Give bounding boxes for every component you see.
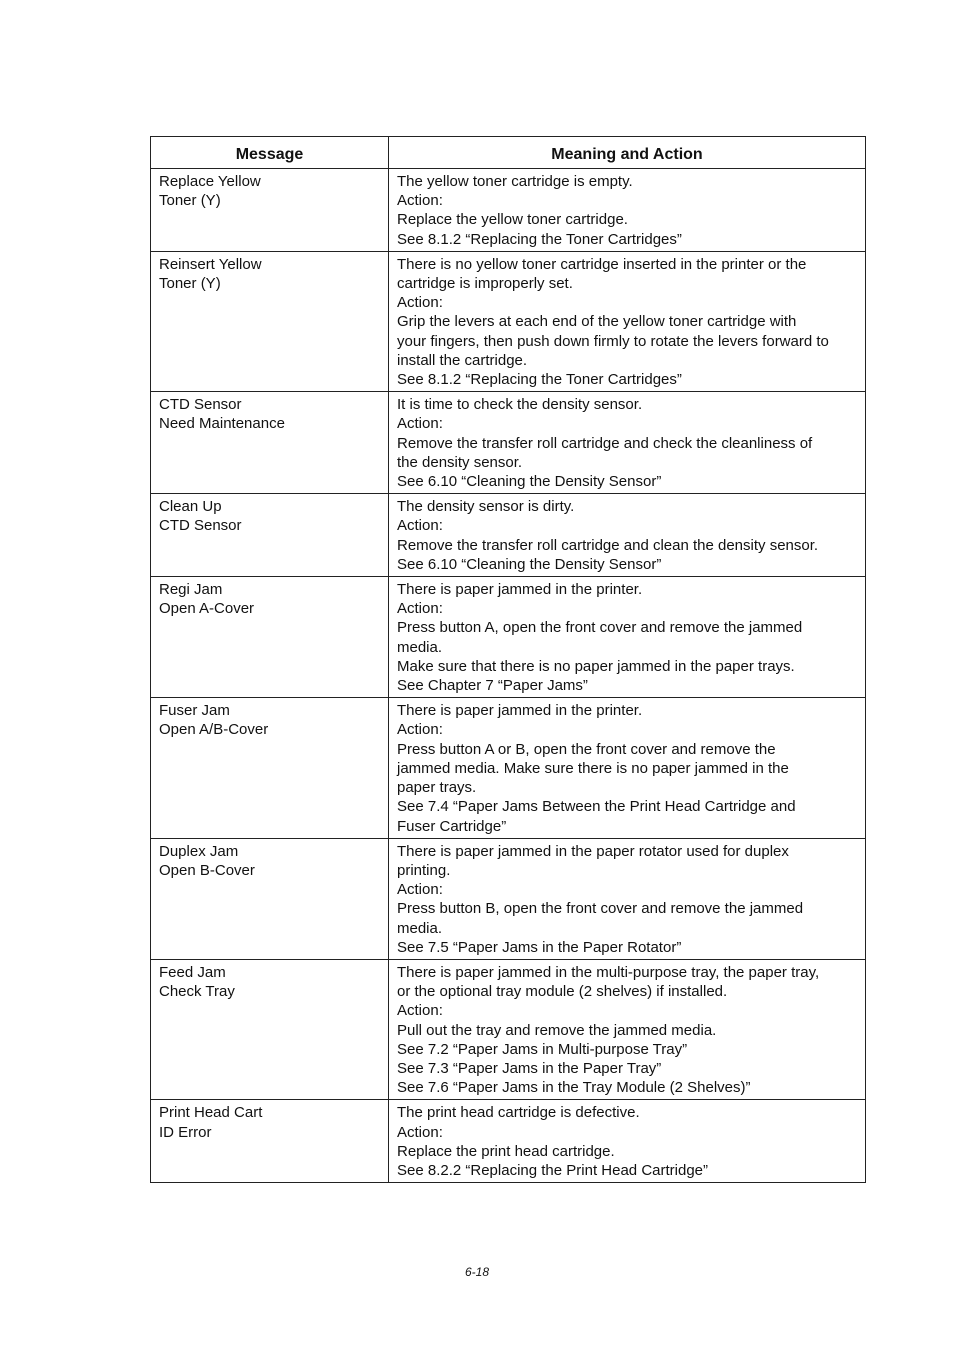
meaning-line: media. [397, 638, 443, 656]
meaning-cell [389, 959, 866, 1099]
message-line: Toner (Y) [159, 275, 221, 293]
meaning-cell [389, 838, 866, 959]
meaning-line: Action: [397, 1002, 443, 1020]
meaning-cell [389, 494, 866, 577]
table-row [151, 1100, 866, 1183]
meaning-cell [389, 577, 866, 698]
meaning-line: Make sure that there is no paper jammed in the paper trays. [397, 657, 795, 675]
message-line: Feed Jam [159, 963, 226, 981]
meaning-line: The yellow toner cartridge is empty. [397, 173, 633, 190]
meaning-line: The print head cartridge is defective. [397, 1104, 640, 1122]
message-cell [151, 1100, 389, 1183]
message-cell [151, 169, 389, 252]
meaning-line: printing. [397, 861, 451, 879]
message-line: Open A-Cover [159, 600, 255, 618]
meaning-line: Action: [397, 721, 443, 739]
meaning-line: There is paper jammed in the multi-purpose tray, the paper tray, [397, 963, 820, 981]
table-row [151, 392, 866, 494]
meaning-cell [389, 698, 866, 838]
message-line: Fuser Jam [159, 702, 230, 720]
meaning-line: There is paper jammed in the paper rotator used for duplex [397, 842, 789, 860]
meaning-line: Replace the print head cartridge. [397, 1142, 615, 1160]
header-message: Message [151, 137, 389, 169]
table-row [151, 577, 866, 698]
message-line: CTD Sensor [159, 517, 242, 535]
meaning-line: or the optional tray module (2 shelves) if installed. [397, 983, 728, 1001]
meaning-line: See Chapter 7 “Paper Jams” [397, 677, 588, 695]
message-line: Check Tray [159, 983, 235, 1001]
meaning-line: the density sensor. [397, 453, 523, 471]
meaning-line: media. [397, 919, 443, 937]
meaning-line: Pull out the tray and remove the jammed media. [397, 1021, 717, 1039]
message-line: Replace Yellow [159, 173, 261, 190]
table-row [151, 698, 866, 838]
meaning-line: Remove the transfer roll cartridge and clean the density sensor. [397, 536, 819, 554]
table-row [151, 494, 866, 577]
message-cell [151, 959, 389, 1099]
meaning-line: There is no yellow toner cartridge inserted in the printer or the [397, 255, 807, 273]
message-line: Print Head Cart [159, 1104, 263, 1122]
meaning-cell [389, 169, 866, 252]
meaning-line: The density sensor is dirty. [397, 498, 575, 516]
meaning-line: Action: [397, 517, 443, 535]
message-cell [151, 698, 389, 838]
message-cell [151, 392, 389, 494]
message-line: Need Maintenance [159, 415, 285, 433]
meaning-line: See 7.3 “Paper Jams in the Paper Tray” [397, 1059, 662, 1077]
meaning-line: install the cartridge. [397, 351, 528, 369]
table-row [151, 838, 866, 959]
meaning-line: See 8.1.2 “Replacing the Toner Cartridges” [397, 230, 682, 248]
meaning-line: cartridge is improperly set. [397, 275, 573, 293]
message-cell [151, 838, 389, 959]
message-line: ID Error [159, 1123, 212, 1141]
meaning-line: See 6.10 “Cleaning the Density Sensor” [397, 473, 662, 491]
header-meaning-and-action: Meaning and Action [389, 137, 866, 169]
meaning-line: your fingers, then push down firmly to rotate the levers forward to [397, 332, 829, 350]
message-line: Reinsert Yellow [159, 255, 262, 273]
meaning-line: Fuser Cartridge” [397, 817, 507, 835]
meaning-line: Press button A, open the front cover and remove the jammed [397, 619, 803, 637]
meaning-line: Replace the yellow toner cartridge. [397, 211, 628, 229]
message-line: Open B-Cover [159, 861, 255, 879]
meaning-line: Action: [397, 1123, 443, 1141]
meaning-line: See 8.1.2 “Replacing the Toner Cartridges” [397, 371, 682, 389]
table-body [151, 169, 866, 1183]
meaning-cell [389, 251, 866, 391]
meaning-line: Action: [397, 881, 443, 899]
meaning-line: Grip the levers at each end of the yellow toner cartridge with [397, 313, 797, 331]
meaning-line: Action: [397, 600, 443, 618]
meaning-line: Press button B, open the front cover and remove the jammed [397, 900, 804, 918]
table-row [151, 959, 866, 1099]
table-row [151, 251, 866, 391]
meaning-cell [389, 1100, 866, 1183]
table-row [151, 169, 866, 252]
message-cell [151, 494, 389, 577]
message-line: Toner (Y) [159, 192, 221, 210]
meaning-line: Action: [397, 294, 443, 312]
page-number: 6-18 [464, 1265, 490, 1279]
meaning-line: See 7.5 “Paper Jams in the Paper Rotator” [397, 938, 682, 956]
meaning-line: See 7.2 “Paper Jams in Multi-purpose Tray” [397, 1040, 688, 1058]
meaning-line: There is paper jammed in the printer. [397, 702, 643, 720]
message-cell [151, 577, 389, 698]
message-line: Clean Up [159, 498, 222, 516]
message-cell [151, 251, 389, 391]
message-table [150, 136, 866, 1183]
meaning-line: Action: [397, 415, 443, 433]
meaning-line: See 7.6 “Paper Jams in the Tray Module (2 Shelves)” [397, 1079, 751, 1097]
meaning-line: jammed media. Make sure there is no paper jammed in the [397, 759, 789, 777]
meaning-cell [389, 392, 866, 494]
meaning-line: There is paper jammed in the printer. [397, 581, 643, 599]
meaning-line: paper trays. [397, 779, 477, 797]
meaning-line: See 8.2.2 “Replacing the Print Head Cartridge” [397, 1161, 709, 1179]
message-line: CTD Sensor [159, 396, 242, 414]
table-header-row [151, 137, 866, 169]
meaning-line: Remove the transfer roll cartridge and check the cleanliness of [397, 434, 813, 452]
message-line: Duplex Jam [159, 842, 239, 860]
meaning-line: Action: [397, 192, 443, 210]
message-line: Regi Jam [159, 581, 223, 599]
meaning-line: It is time to check the density sensor. [397, 396, 643, 414]
meaning-line: See 6.10 “Cleaning the Density Sensor” [397, 555, 662, 573]
meaning-line: See 7.4 “Paper Jams Between the Print Head Cartridge and [397, 798, 796, 816]
meaning-line: Press button A or B, open the front cover and remove the [397, 740, 776, 758]
message-line: Open A/B-Cover [159, 721, 269, 739]
